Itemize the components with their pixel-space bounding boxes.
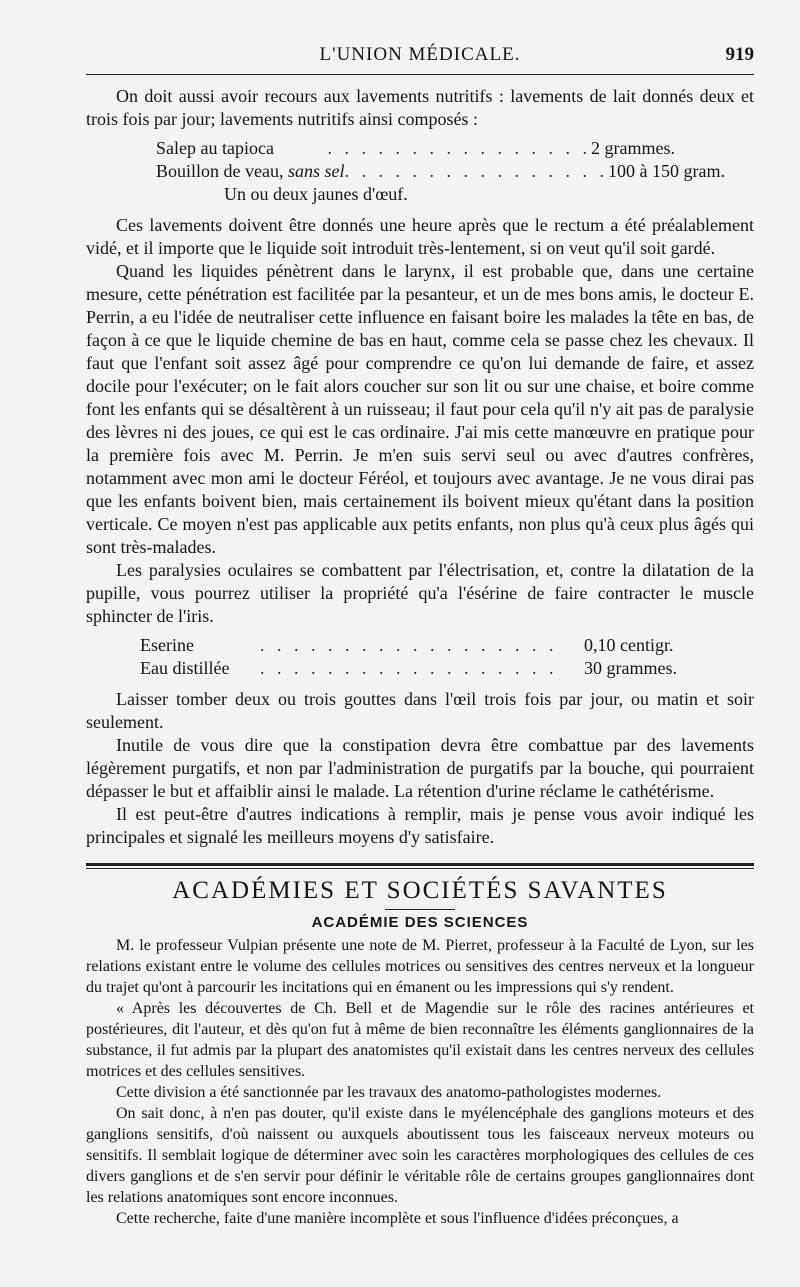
ingredient-name-italic: sans sel [287, 161, 345, 181]
recipe-line [86, 160, 754, 183]
ingredient-quantity: 100 à 150 gram. [608, 161, 725, 181]
paragraph: Quand les liquides pénètrent dans le larynx, il est probable que, dans une certaine mesure, cette pénétration est facilitée par la pesanteur, et un de mes bons amis, le docteur E. Perrin, a eu l'idée de neutraliser cette influence en faisant boire les malades la tête en bas, de façon à ce que le liquide chemine de bas en haut, comme cela se passe chez les chevaux. Il faut que l'enfant soit assez âgé pour comprendre ce qu'on lui demande de faire, et assez docile pour l'exécuter; on le fait alors coucher sur son lit ou sur une chaise, et boire comme font les enfants qui se désaltèrent à un ruisseau; il faut pour cela qu'il n'y ait pas de paralysie des lèvres ni des joues, ce qui est le cas ordinaire. J'ai mis cette manœuvre en pratique pour la première fois avec M. Perrin. Je m'en suis servi seul ou avec d'autres confrères, notamment avec mon ami le docteur Féréol, et toujours avec avantage. Je ne vous dirai pas que les enfants boivent bien, mais certainement ils boivent mieux qu'étant dans la position verticale. Ce moyen n'est pas applicable aux petits enfants, non plus qu'à ceux plus âgés qui sont très-malades. [86, 261, 754, 557]
recipe-eye-drops [86, 634, 754, 680]
leader-dots: . . . . . . . . . . . . . . . . . . [260, 658, 558, 678]
paragraph: On doit aussi avoir recours aux lavements nutritifs : lavements de lait donnés deux et trois fois par jour; lavements nutritifs ainsi composés : [86, 86, 754, 129]
ingredient-name: Eau distillée [140, 658, 230, 678]
paragraph: Les paralysies oculaires se combattent par l'électrisation, et, contre la dilatation de la pupille, vous pourrez utiliser la propriété qu'a l'ésérine de faire contracter le muscle sphincter de l'iris. [86, 560, 754, 626]
leader-dots: . . . . . . . . . . . . . . . . [327, 138, 592, 158]
paragraph: Cette division a été sanctionnée par les travaux des anatomo-pathologistes modernes. [116, 1084, 662, 1101]
ingredient-quantity: 0,10 centigr. [584, 635, 674, 655]
header-rule [86, 74, 754, 75]
paragraph: Laisser tomber deux ou trois gouttes dans l'œil trois fois par jour, ou matin et soir seulement. [86, 689, 754, 732]
ingredient-name-text: Bouillon de veau, [156, 161, 288, 181]
paragraph: Ces lavements doivent être donnés une heure après que le rectum a été préalablement vidé, et il importe que le liquide soit introduit très-lentement, si on veut qu'il soit gardé. [86, 215, 754, 258]
page-number: 919 [725, 44, 754, 65]
ingredient-quantity: 2 grammes. [591, 138, 676, 158]
section-rule [86, 868, 754, 869]
paragraph: M. le professeur Vulpian présente une note de M. Pierret, professeur à la Faculté de Lyon, sur les relations existant entre le volume des cellules motrices ou sensitives des centres nerveux et la longueur du trajet qu'ont à parcourir les incitations qui en émanent ou les impressions qui s'y rendent. [86, 937, 754, 996]
recipe-nutritive-enema [86, 137, 754, 206]
title-rule [385, 909, 455, 910]
running-title: L'UNION MÉDICALE. [319, 44, 521, 65]
recipe-line [86, 657, 754, 680]
running-head [86, 44, 754, 74]
recipe-line: Un ou deux jaunes d'œuf. [224, 184, 408, 204]
subsection-title: ACADÉMIE DES SCIENCES [311, 914, 529, 931]
section-body [86, 935, 754, 1229]
paragraph: On sait donc, à n'en pas douter, qu'il existe dans le myélencéphale des ganglions moteurs et des ganglions sensitifs, d'où naissent ou auxquels aboutissent tous les faisceaux nerveux moteurs ou sensitifs. Il semblait logique de déterminer avec soin les caractères morphologiques des cellules de ces divers ganglions et de s'en servir pour définir le véritable rôle de certains groupes ganglionnaires dont les relations anatomiques sont encore inconnues. [86, 1105, 754, 1206]
leader-dots: . . . . . . . . . . . . . . . . . . [260, 635, 558, 655]
paragraph: Cette recherche, faite d'une manière incomplète et sous l'influence d'idées préconçues, a [116, 1210, 679, 1227]
ingredient-name: Eserine [140, 635, 194, 655]
recipe-line [86, 634, 754, 657]
ingredient-name [86, 160, 345, 183]
recipe-line [86, 137, 754, 160]
ingredient-quantity: 30 grammes. [584, 658, 677, 678]
leader-dots: . . . . . . . . . . . . . . . . [344, 161, 608, 181]
section-rule [86, 863, 754, 866]
paragraph: Inutile de vous dire que la constipation devra être combattue par des lavements légèrement purgatifs, et non par l'administration de purgatifs par la bouche, qui pourraient dépasser le but et affaiblir ainsi le malade. La rétention d'urine réclame le cathétérisme. [86, 735, 754, 801]
paragraph: Il est peut-être d'autres indications à remplir, mais je pense vous avoir indiqué les principales et signalé les meilleurs moyens d'y satisfaire. [86, 804, 754, 847]
section-title: ACADÉMIES ET SOCIÉTÉS SAVANTES [172, 877, 668, 904]
paragraph: « Après les découvertes de Ch. Bell et de Magendie sur le rôle des racines antérieures et postérieures, dit l'auteur, et dès qu'on fut à même de bien reconnaître les éléments ganglionnaires de la substance, il fut admis par la plupart des anatomistes qu'il existait dans les centres nerveux des cellules motrices et des cellules sensitives. [86, 1000, 754, 1080]
ingredient-name: Salep au tapioca [156, 138, 274, 158]
